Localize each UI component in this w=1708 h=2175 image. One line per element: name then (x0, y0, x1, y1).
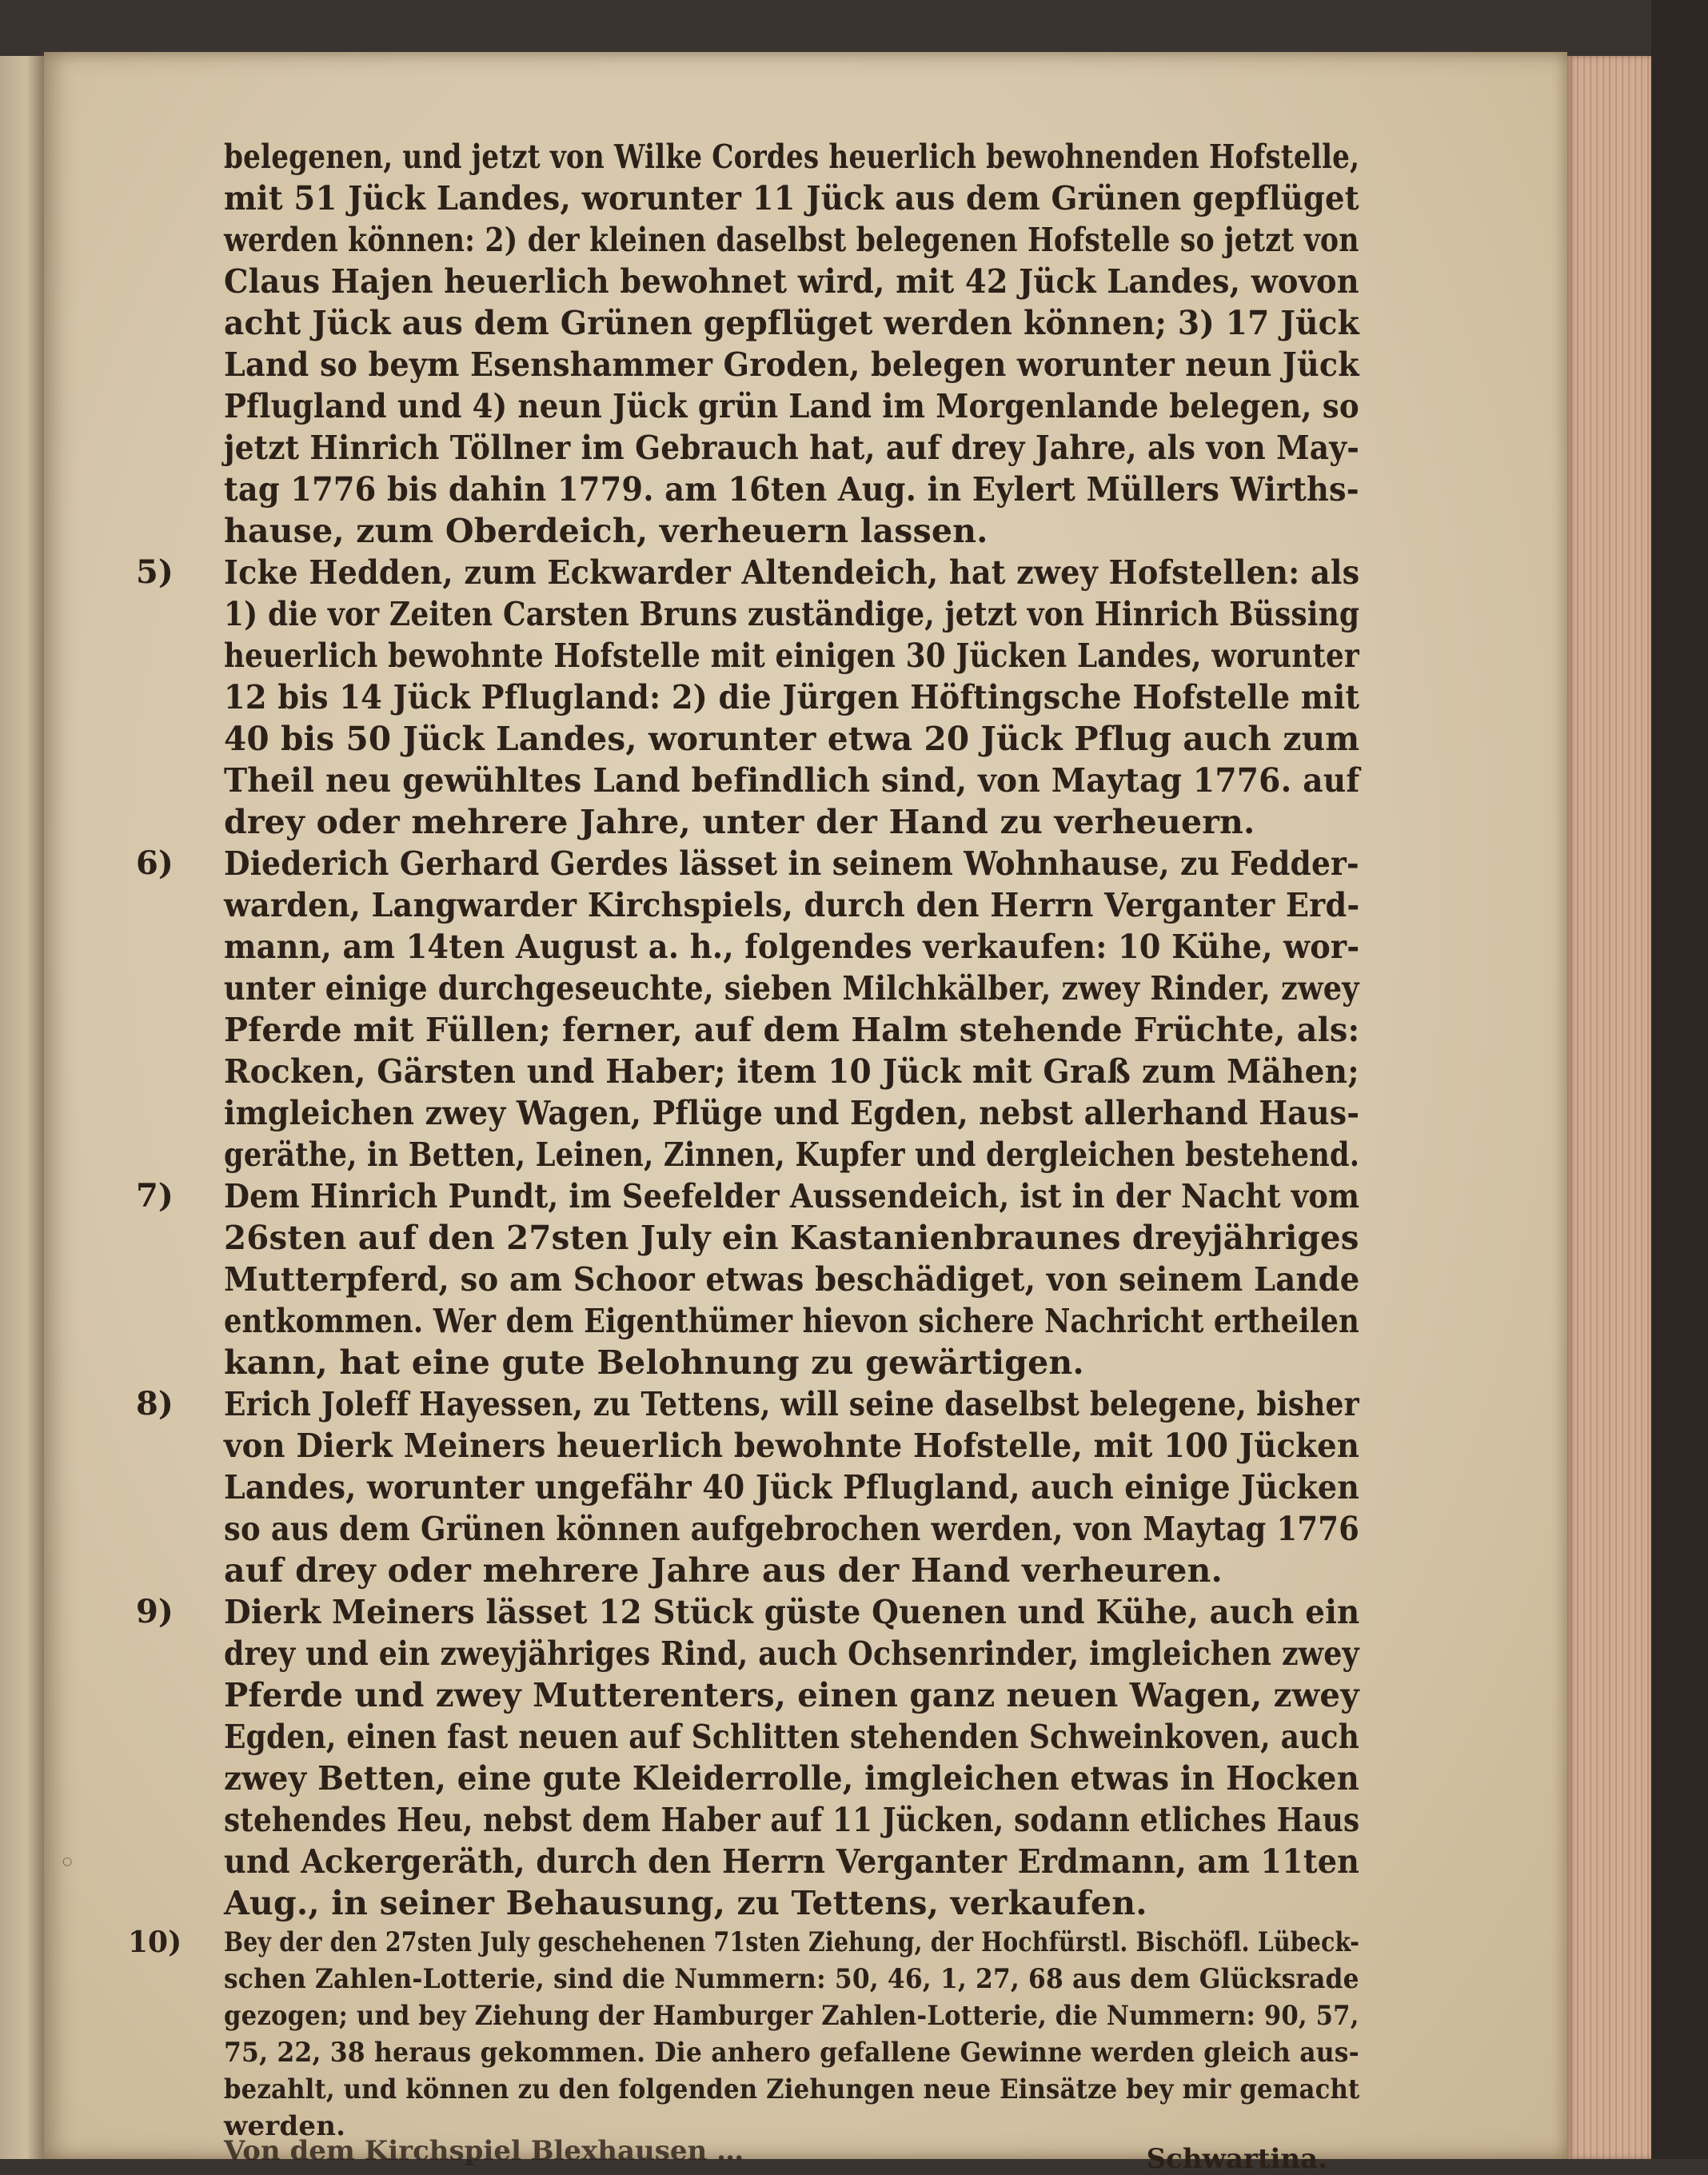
text-line: Erich Joleff Hayessen, zu Tettens, will seine daselbst belegene, bisher (224, 1385, 1359, 1423)
text-line: werden. (224, 2110, 346, 2142)
text-line: 12 bis 14 Jück Pflugland: 2) die Jürgen Höftingsche Hofstelle mit (224, 678, 1360, 716)
notice-entry (136, 1591, 1360, 1924)
text-line: 26sten auf den 27sten July ein Kastanienbraunes dreyjähriges (224, 1219, 1359, 1257)
text-line: entkommen. Wer dem Eigenthümer hievon sichere Nachricht ertheilen (224, 1302, 1359, 1340)
page-stack-edges (1567, 56, 1651, 2159)
signature: Schwartina. (1146, 2143, 1327, 2175)
text-line: Land so beym Esenshammer Groden, belegen worunter neun Jück (224, 345, 1359, 384)
text-line: Pferde mit Füllen; ferner, auf dem Halm stehende Früchte, als: (224, 1011, 1360, 1049)
text-line: warden, Langwarder Kirchspiels, durch den Herrn Verganter Erd- (224, 886, 1360, 924)
text-line: drey oder mehrere Jahre, unter der Hand zu verheuern. (224, 803, 1255, 841)
text-line: auf drey oder mehrere Jahre aus der Hand verheuren. (224, 1551, 1223, 1590)
text-line: Pferde und zwey Mutterenters, einen ganz neuen Wagen, zwey (224, 1676, 1359, 1714)
text-line: zwey Betten, eine gute Kleiderrolle, imgleichen etwas in Hocken (224, 1759, 1360, 1798)
text-line: stehendes Heu, nebst dem Haber auf 11 Jücken, sodann etliches Haus (224, 1801, 1360, 1839)
notice-entry (136, 552, 1360, 843)
text-line: hause, zum Oberdeich, verheuern lassen. (224, 512, 988, 550)
entry-number: 5) (136, 553, 174, 591)
notice-entry (224, 136, 1359, 552)
background-shadow (1651, 0, 1708, 2159)
text-line: schen Zahlen-Lotterie, sind die Nummern: 50, 46, 1, 27, 68 aus dem Glücksrade (224, 1963, 1359, 1995)
text-line: mann, am 14ten August a. h., folgendes verkaufen: 10 Kühe, wor- (224, 928, 1360, 966)
text-line: und Ackergeräth, durch den Herrn Verganter Erdmann, am 11ten (224, 1842, 1360, 1881)
text-line: 1) die vor Zeiten Carsten Bruns zuständige, jetzt von Hinrich Büssing (224, 595, 1360, 633)
notice-entry (136, 1383, 1360, 1591)
margin-mark: ○ (62, 1855, 73, 1868)
text-line: Pflugland und 4) neun Jück grün Land im Morgenlande belegen, so (224, 387, 1359, 425)
text-line: so aus dem Grünen können aufgebrochen werden, von Maytag 1776 (224, 1510, 1359, 1548)
text-line: Diederich Gerhard Gerdes lässet in seinem Wohnhause, zu Fedder- (224, 844, 1359, 883)
text-line: 40 bis 50 Jück Landes, worunter etwa 20 Jück Pflug auch zum (224, 720, 1360, 758)
text-line: geräthe, in Betten, Leinen, Zinnen, Kupfer und dergleichen bestehend. (224, 1135, 1360, 1174)
text-line: Mutterpferd, so am Schoor etwas beschädiget, von seinem Lande (224, 1260, 1360, 1299)
text-line: bezahlt, und können zu den folgenden Ziehungen neue Einsätze bey mir gemacht (224, 2073, 1360, 2105)
text-line: drey und ein zweyjähriges Rind, auch Ochsenrinder, imgleichen zwey (224, 1634, 1359, 1673)
text-line: mit 51 Jück Landes, worunter 11 Jück aus dem Grünen gepflüget (224, 179, 1359, 218)
text-line: imgleichen zwey Wagen, Pflüge und Egden, nebst allerhand Haus- (224, 1094, 1360, 1132)
text-line: Rocken, Gärsten und Haber; item 10 Jück mit Graß zum Mähen; (224, 1052, 1359, 1091)
text-line: Landes, worunter ungefähr 40 Jück Pflugland, auch einige Jücken (224, 1468, 1360, 1507)
text-line: 75, 22, 38 heraus gekommen. Die anhero gefallene Gewinne werden gleich aus- (224, 2037, 1359, 2069)
text-line: acht Jück aus dem Grünen gepflüget werden können; 3) 17 Jück (224, 304, 1359, 342)
entry-number: 7) (136, 1177, 174, 1215)
document-text (128, 136, 1360, 2175)
text-line: kann, hat eine gute Belohnung zu gewärtigen. (224, 1343, 1084, 1382)
text-line: unter einige durchgeseuchte, sieben Milchkälber, zwey Rinder, zwey (224, 969, 1359, 1008)
text-line: heuerlich bewohnte Hofstelle mit einigen 30 Jücken Landes, worunter (224, 637, 1359, 675)
notice-entry (136, 843, 1360, 1175)
text-line: jetzt Hinrich Töllner im Gebrauch hat, auf drey Jahre, als von May- (224, 429, 1359, 467)
text-line: werden können: 2) der kleinen daselbst belegenen Hofstelle so jetzt von (224, 221, 1359, 259)
entry-number: 10) (128, 1926, 182, 1959)
notice-entry (136, 1175, 1360, 1383)
text-line: Egden, einen fast neuen auf Schlitten stehenden Schweinkoven, auch (224, 1718, 1360, 1756)
left-page-edge (0, 56, 44, 2159)
entry-number: 6) (136, 844, 174, 882)
text-line: belegenen, und jetzt von Wilke Cordes heuerlich bewohnenden Hofstelle, (224, 138, 1360, 176)
text-line: von Dierk Meiners heuerlich bewohnte Hofstelle, mit 100 Jücken (224, 1427, 1360, 1465)
entry-number: 9) (136, 1593, 174, 1630)
text-line: Theil neu gewühltes Land befindlich sind, von Maytag 1776. auf (224, 761, 1360, 800)
cut-off-line: Von dem Kirchspiel Blexhausen … (224, 2135, 744, 2167)
text-line: gezogen; und bey Ziehung der Hamburger Zahlen-Lotterie, die Nummern: 90, 57, (224, 2000, 1359, 2032)
text-line: Aug., in seiner Behausung, zu Tettens, verkaufen. (224, 1884, 1147, 1922)
text-line: Icke Hedden, zum Eckwarder Altendeich, hat zwey Hofstellen: als (224, 553, 1360, 592)
text-line: Claus Hajen heuerlich bewohnet wird, mit 42 Jück Landes, wovon (224, 262, 1359, 301)
text-line: Dierk Meiners lässet 12 Stück güste Quenen und Kühe, auch ein (224, 1593, 1360, 1631)
text-line: Bey der den 27sten July geschehenen 71sten Ziehung, der Hochfürstl. Bischöfl. Lübeck- (224, 1926, 1360, 1958)
entry-number: 8) (136, 1385, 174, 1423)
text-line: Dem Hinrich Pundt, im Seefelder Aussendeich, ist in der Nacht vom (224, 1177, 1360, 1215)
text-line: tag 1776 bis dahin 1779. am 16ten Aug. in Eylert Müllers Wirths- (224, 470, 1359, 509)
